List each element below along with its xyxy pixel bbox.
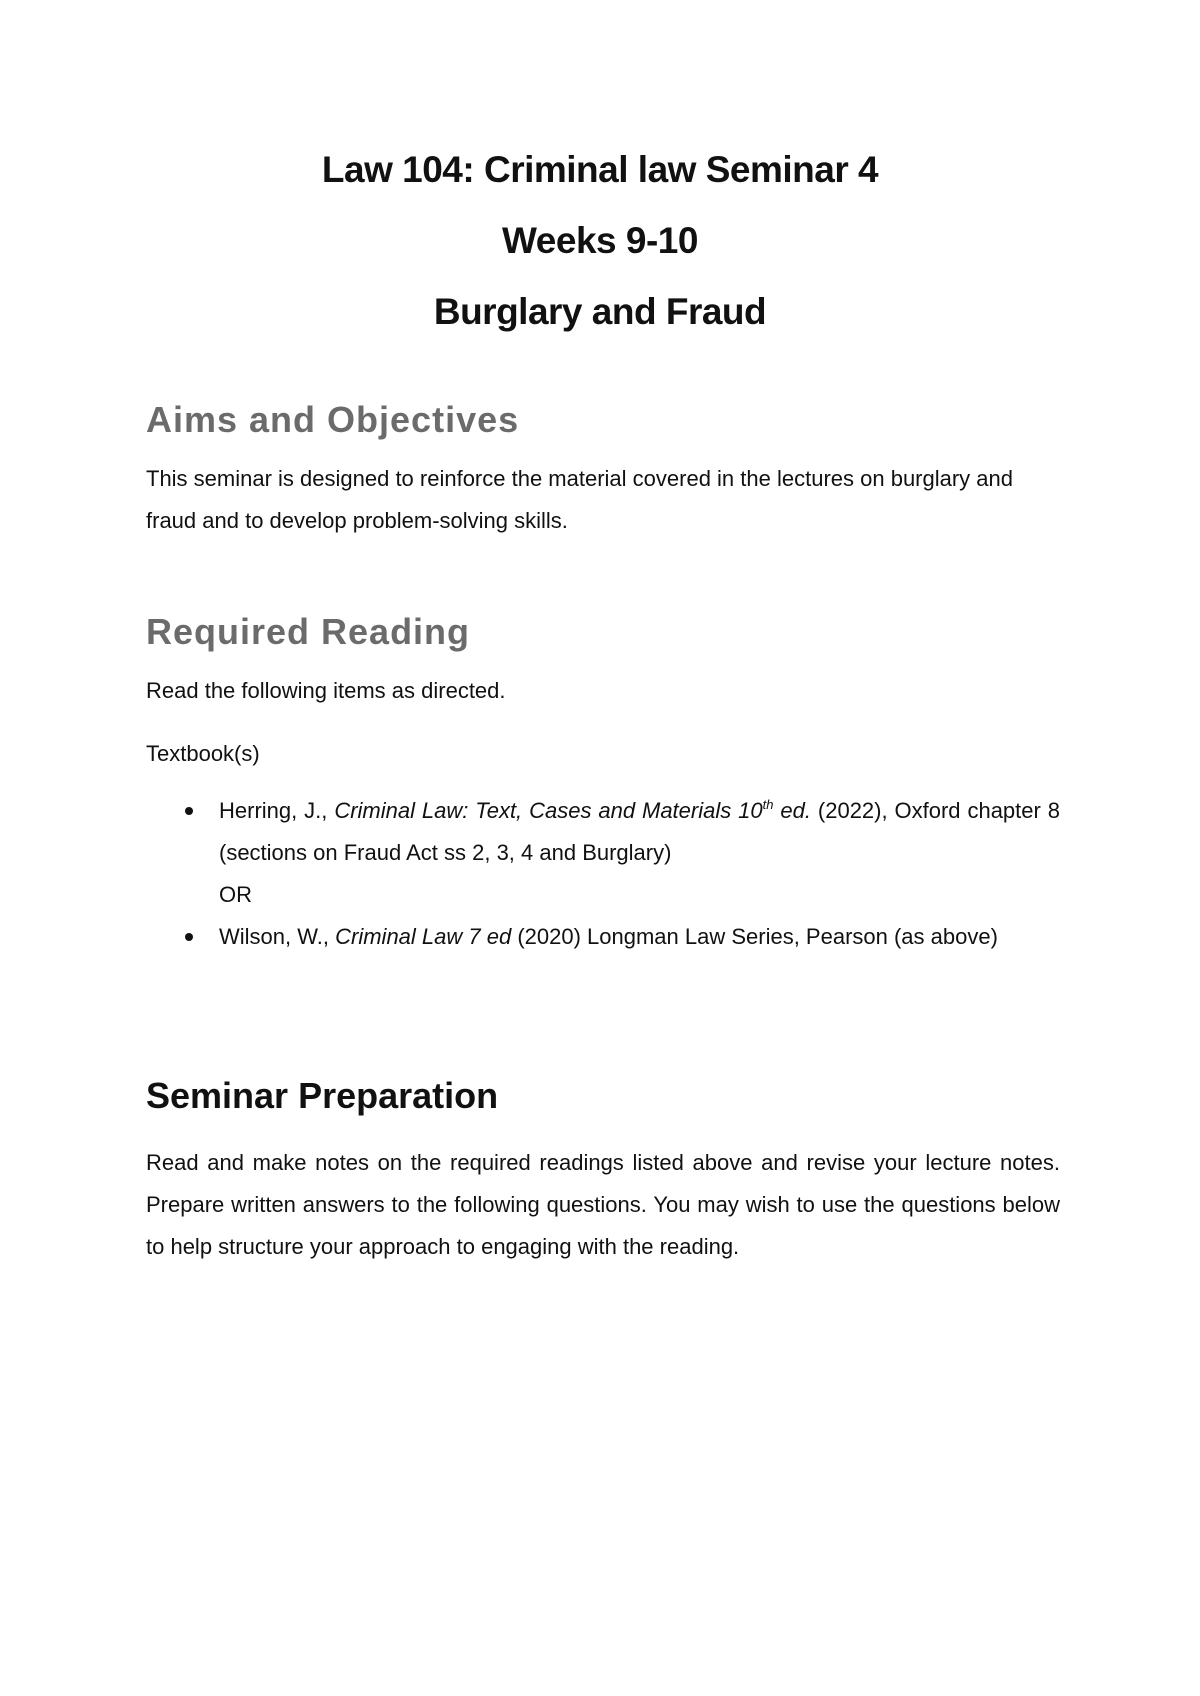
document-title: Law 104: Criminal law Seminar 4 (321, 149, 879, 190)
or-separator: OR (219, 882, 252, 907)
preparation-body (146, 1142, 1060, 1268)
aims-section (146, 399, 1060, 440)
reading-author: Herring, J., (219, 798, 335, 823)
bullet-icon (185, 807, 193, 815)
reading-list-block (146, 790, 1060, 958)
reading-details: (2020) Longman Law Series, Pearson (as above) (511, 924, 998, 949)
textbook-label: Textbook(s) (146, 741, 260, 766)
preparation-text: Read and make notes on the required readings listed above and revise your lecture notes. Prepare written answers to the following questions. You may wish to use the questions below to help structure your approach to engaging with the reading. (146, 1150, 1060, 1259)
reading-item-wilson (146, 916, 1060, 958)
preparation-section (146, 1075, 1060, 1116)
reading-author: Wilson, W., (219, 924, 336, 949)
aims-heading: Aims and Objectives (146, 399, 520, 440)
reading-section (146, 611, 1060, 652)
reading-title: Criminal Law 7 ed (335, 924, 512, 949)
reading-item-herring (146, 790, 1060, 916)
reading-intro: Read the following items as directed. (146, 678, 506, 703)
ordinal-suffix: th (762, 797, 774, 812)
bullet-icon (185, 933, 193, 941)
textbook-label-block (146, 733, 1060, 775)
reading-list (146, 790, 1060, 958)
preparation-heading: Seminar Preparation (146, 1075, 499, 1116)
document-weeks: Weeks 9-10 (502, 220, 698, 261)
reading-intro-block (146, 670, 1060, 712)
reading-title: Criminal Law: Text, Cases and Materials 10th ed. (334, 797, 811, 823)
aims-text: This seminar is designed to reinforce the material covered in the lectures on burglary and fraud and to develop problem-solving skills. (146, 466, 1014, 533)
aims-body (146, 458, 1060, 542)
document-topic: Burglary and Fraud (433, 291, 767, 332)
reading-heading: Required Reading (146, 611, 471, 652)
reading-details: (2022), Oxford chapter 8 (sections on Fraud Act ss 2, 3, 4 and Burglary) (219, 798, 1060, 865)
